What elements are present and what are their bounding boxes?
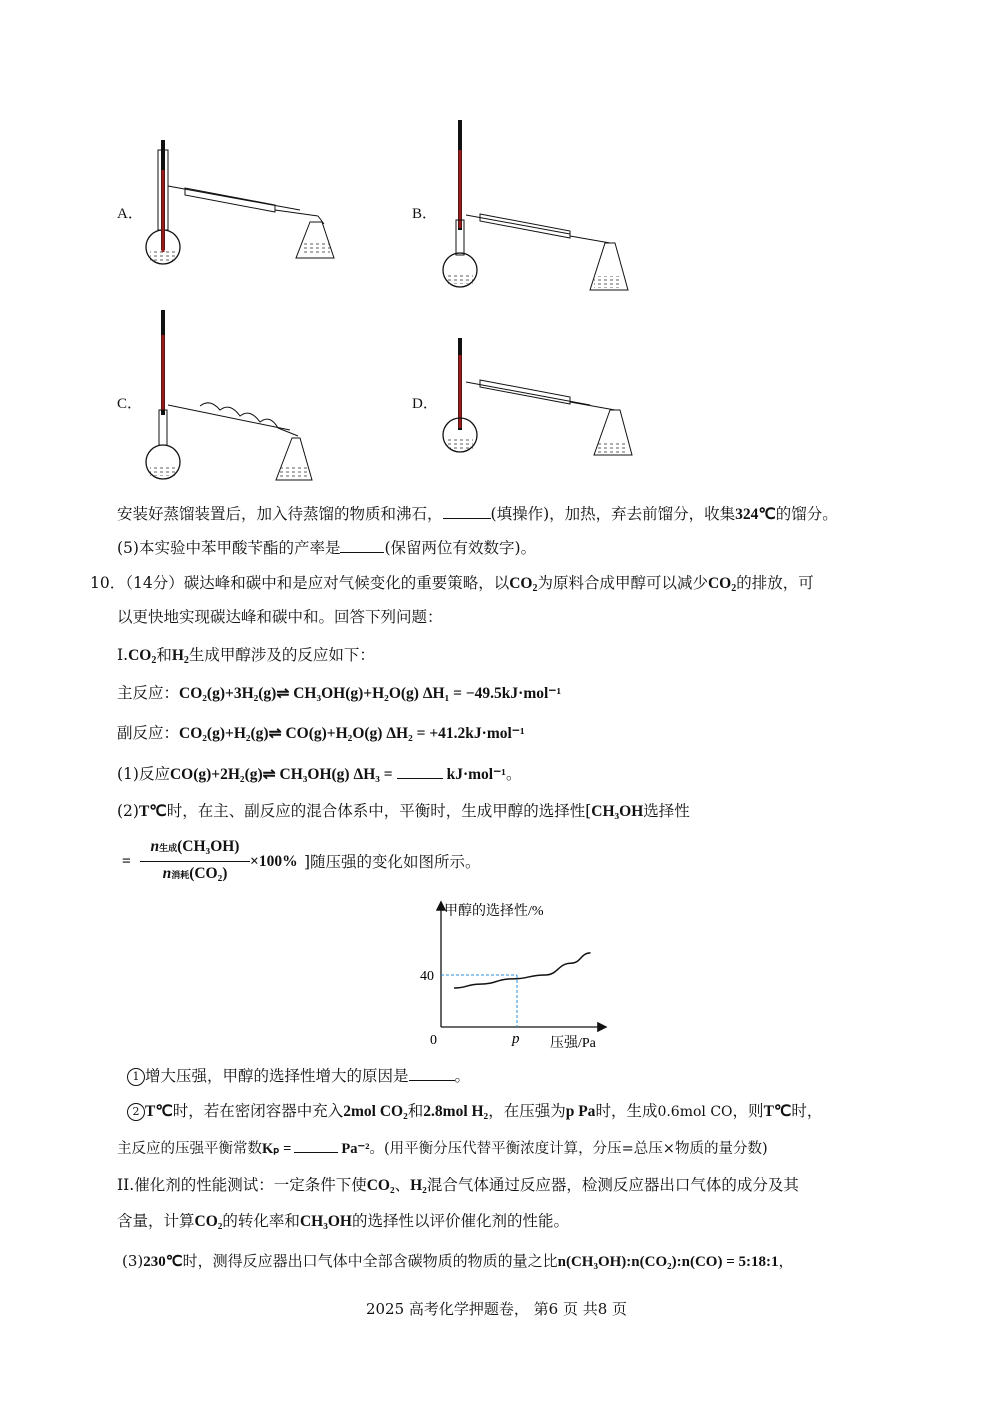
x-axis-label: 压强/Pa bbox=[550, 1036, 596, 1051]
section-2-line2: 含量，计算CO₂的转化率和CH₃OH的选择性以评价催化剂的性能。 bbox=[117, 1212, 569, 1230]
question-3: (3)230℃时，测得反应器出口气体中全部含碳物质的物质的量之比n(CH₃OH):n(CO₂):n(CO) = 5:18:1， bbox=[122, 1252, 794, 1270]
q10-intro-line1: 10．（14分）碳达峰和碳中和是应对气候变化的重要策略，以$CO_2$为原料合成甲醇可以减少$CO_2$的排放，可 bbox=[90, 574, 814, 594]
sub-question-2-line2: 主反应的压强平衡常数Kₚ = Pa⁻²。(用平衡分压代替平衡浓度计算，分压=总压×物质的量分数) bbox=[117, 1136, 768, 1160]
answer-blank[interactable] bbox=[443, 502, 491, 519]
question-5: (5)本实验中苯甲酸苄酯的产率是 (保留两位有效数字)。 bbox=[117, 536, 536, 559]
option-c-label: C． bbox=[117, 396, 143, 412]
section-2-line1: II.催化剂的性能测试：一定条件下使CO₂、H₂混合气体通过反应器，检测反应器出口气体的成分及其 bbox=[117, 1176, 799, 1194]
q10-intro-line2: 以更快地实现碳达峰和碳中和。回答下列问题： bbox=[117, 608, 443, 626]
main-reaction: 主反应：CO₂(g)+3H₂(g)⇌ CH₃OH(g)+H₂O(g) ΔH₁ = −49.5kJ·mol⁻¹ bbox=[117, 684, 562, 702]
question-1: (1)反应CO(g)+2H₂(g)⇌ CH₃OH(g) ΔH₃ = kJ·mol⁻¹。 bbox=[117, 762, 521, 786]
answer-blank[interactable] bbox=[397, 762, 443, 779]
answer-blank[interactable] bbox=[340, 536, 384, 553]
sub-question-1: 1 增大压强，甲醇的选择性增大的原因是 。 bbox=[127, 1064, 470, 1087]
distillation-apparatus-options bbox=[100, 110, 680, 500]
section-1-heading: $I.CO_2$和$H_2$生成甲醇涉及的反应如下： bbox=[117, 646, 375, 666]
circle-number-2: 2 bbox=[127, 1103, 145, 1121]
answer-blank[interactable] bbox=[409, 1064, 455, 1081]
y-axis-label: 甲醇的选择性/% bbox=[444, 904, 544, 919]
circle-number-1: 1 bbox=[127, 1068, 145, 1086]
selectivity-chart bbox=[400, 895, 630, 1060]
install-paragraph: 安装好蒸馏装置后，加入待蒸馏的物质和沸石， (填操作)，加热，弃去前馏分，收集324℃的馏分。 bbox=[117, 502, 838, 526]
origin-label: 0 bbox=[430, 1033, 437, 1048]
apparatus-a bbox=[146, 140, 334, 264]
x-tick-p: p bbox=[512, 1031, 520, 1047]
apparatus-b bbox=[443, 120, 628, 290]
option-d-label: D． bbox=[412, 396, 438, 412]
question-2: (2)T℃时，在主、副反应的混合体系中，平衡时，生成甲醇的选择性[CH₃OH选择性 bbox=[117, 802, 690, 820]
option-a-label: A． bbox=[117, 206, 143, 222]
sub-question-2-line1: 2 T℃时，若在密闭容器中充入2mol CO₂和2.8mol H₂，在压强为p Pa时，生成0.6mol CO，则T℃时， bbox=[127, 1100, 822, 1123]
y-tick-40: 40 bbox=[420, 969, 434, 984]
option-b-label: B． bbox=[412, 206, 438, 222]
apparatus-d bbox=[443, 338, 632, 455]
answer-blank[interactable] bbox=[294, 1136, 338, 1153]
page-footer: 2025 高考化学押题卷， 第6 页 共8 页 bbox=[365, 1300, 628, 1318]
apparatus-c bbox=[146, 310, 312, 480]
side-reaction: 副反应：CO₂(g)+H₂(g)⇌ CO(g)+H₂O(g) ΔH₂ = +41.2kJ·mol⁻¹ bbox=[117, 724, 525, 742]
selectivity-curve bbox=[454, 953, 591, 988]
